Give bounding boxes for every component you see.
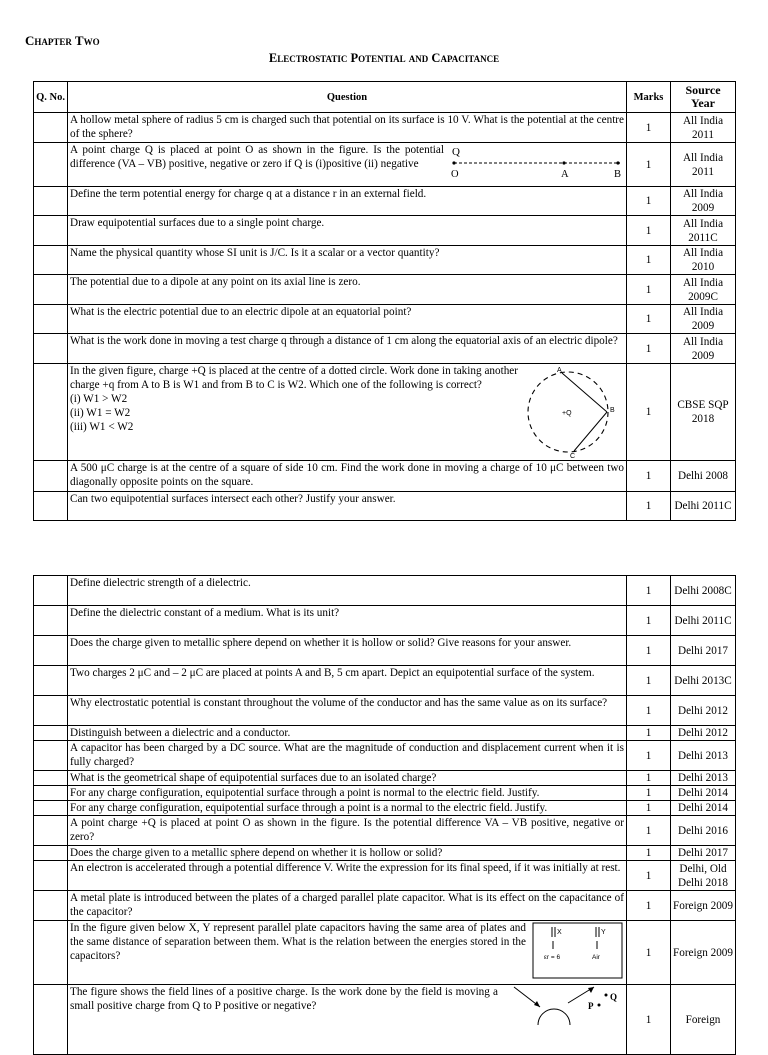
- table-row: [34, 726, 736, 741]
- table-row: [34, 985, 736, 1055]
- marks-cell: 1: [627, 305, 671, 334]
- question-text: Name the physical quantity whose SI unit is J/C. Is it a scalar or a vector quantity?: [68, 246, 627, 275]
- marks-cell: 1: [627, 246, 671, 275]
- figure-field-lines: [504, 985, 624, 1025]
- marks-cell: 1: [627, 187, 671, 216]
- option-iii: (iii) W1 < W2: [70, 421, 134, 433]
- source-cell: Delhi 2011C: [671, 492, 736, 521]
- source-cell: All India 2011C: [671, 216, 736, 246]
- source-cell: Delhi 2012: [671, 726, 736, 741]
- marks-cell: 1: [627, 606, 671, 636]
- table-row: [34, 576, 736, 606]
- figure-label: Y: [601, 929, 606, 936]
- figure-label: A: [557, 367, 562, 374]
- source-cell: Delhi, Old Delhi 2018: [671, 861, 736, 891]
- question-text: Define the term potential energy for charge q at a distance r in an external field.: [68, 187, 627, 216]
- question-text: Distinguish between a dielectric and a conductor.: [68, 726, 627, 741]
- marks-cell: 1: [627, 364, 671, 461]
- marks-cell: 1: [627, 891, 671, 921]
- table-row: [34, 275, 736, 305]
- source-cell: All India 2011: [671, 113, 736, 143]
- figure-label: Q: [610, 992, 618, 1002]
- source-cell: Delhi 2013: [671, 771, 736, 786]
- question-text: For any charge configuration, equipotential surface through a point is normal to the electric field. Justify.: [68, 786, 627, 801]
- table-row: [34, 846, 736, 861]
- source-cell: Foreign 2009: [671, 891, 736, 921]
- figure-label: X: [557, 929, 562, 936]
- source-cell: All India 2009: [671, 187, 736, 216]
- header-qno: Q. No.: [34, 82, 68, 113]
- figure-label: C: [570, 453, 576, 458]
- header-marks: Marks: [627, 82, 671, 113]
- marks-cell: 1: [627, 726, 671, 741]
- table-row: [34, 305, 736, 334]
- table-row: [34, 364, 736, 461]
- question-text: Why electrostatic potential is constant throughout the volume of the conductor and has the same value as on its surface?: [68, 696, 627, 726]
- question-text: Does the charge given to metallic sphere depend on whether it is hollow or solid? Give reasons for your answer.: [68, 636, 627, 666]
- source-cell: Delhi 2014: [671, 801, 736, 816]
- table-row: [34, 861, 736, 891]
- header-source: Source Year: [671, 82, 736, 113]
- table-row: [34, 921, 736, 985]
- question-text: A 500 μC charge is at the centre of a square of side 10 cm. Find the work done in moving a charge of 10 μC between two diagonally opposite points on the square.: [68, 461, 627, 492]
- question-text: What is the electric potential due to an electric dipole at an equatorial point?: [68, 305, 627, 334]
- question-text: Two charges 2 μC and – 2 μC are placed at points A and B, 5 cm apart. Depict an equipotential surface of the system.: [68, 666, 627, 696]
- source-cell: Delhi 2013: [671, 741, 736, 771]
- marks-cell: 1: [627, 143, 671, 187]
- figure-point-charge-line: [450, 145, 624, 179]
- source-cell: Delhi 2016: [671, 816, 736, 846]
- question-text: In the figure given below X, Y represent parallel plate capacitors having the same area of plates and the same distance of separation between them. What is the relation between the energies stored in the capacitors?: [70, 922, 526, 962]
- source-cell: Delhi 2008: [671, 461, 736, 492]
- table-row: [34, 187, 736, 216]
- source-cell: Foreign 2009: [671, 921, 736, 985]
- source-cell: All India 2009C: [671, 275, 736, 305]
- table-row: [34, 741, 736, 771]
- marks-cell: 1: [627, 492, 671, 521]
- question-text: What is the geometrical shape of equipotential surfaces due to an isolated charge?: [68, 771, 627, 786]
- marks-cell: 1: [627, 786, 671, 801]
- question-table-2: [33, 575, 736, 1055]
- option-i: (i) W1 > W2: [70, 393, 128, 405]
- table-row: [34, 786, 736, 801]
- marks-cell: 1: [627, 741, 671, 771]
- table-row: [34, 801, 736, 816]
- figure-label: Air: [592, 954, 600, 961]
- marks-cell: 1: [627, 696, 671, 726]
- question-cell: [68, 985, 627, 1055]
- source-cell: Foreign: [671, 985, 736, 1055]
- table-row: [34, 816, 736, 846]
- table-row: [34, 891, 736, 921]
- source-cell: All India 2011: [671, 143, 736, 187]
- table-row: [34, 666, 736, 696]
- marks-cell: 1: [627, 771, 671, 786]
- marks-cell: 1: [627, 275, 671, 305]
- question-cell: [68, 921, 627, 985]
- source-cell: Delhi 2011C: [671, 606, 736, 636]
- marks-cell: 1: [627, 985, 671, 1055]
- source-cell: Delhi 2008C: [671, 576, 736, 606]
- table-row: [34, 216, 736, 246]
- question-text: What is the work done in moving a test charge q through a distance of 1 cm along the equatorial axis of an electric dipole?: [68, 334, 627, 364]
- question-text: A hollow metal sphere of radius 5 cm is charged such that potential on its surface is 10 V. What is the potential at the centre of the sphere?: [68, 113, 627, 143]
- table-row: [34, 606, 736, 636]
- table-row: [34, 771, 736, 786]
- figure-label: B: [614, 169, 622, 179]
- marks-cell: 1: [627, 816, 671, 846]
- chapter-heading: Chapter Two: [25, 33, 100, 48]
- marks-cell: 1: [627, 576, 671, 606]
- marks-cell: 1: [627, 801, 671, 816]
- question-text: A point charge Q is placed at point O as shown in the figure. Is the potential difference (VA – VB) positive, negative or zero if Q is (i)positive (ii) negative: [70, 144, 444, 170]
- table-row: [34, 492, 736, 521]
- question-text: In the given figure, charge +Q is placed at the centre of a dotted circle. Work done in taking another charge +q from A to B is W1 and from B to C is W2. Which one of the following is correct?: [70, 365, 518, 391]
- figure-label: +Q: [562, 410, 572, 417]
- marks-cell: 1: [627, 666, 671, 696]
- question-text: Define the dielectric constant of a medium. What is its unit?: [68, 606, 627, 636]
- marks-cell: 1: [627, 861, 671, 891]
- question-text: An electron is accelerated through a potential difference V. Write the expression for its final speed, if it was initially at rest.: [68, 861, 627, 891]
- source-cell: Delhi 2017: [671, 846, 736, 861]
- question-text: The figure shows the field lines of a positive charge. Is the work done by the field is moving a small positive charge from Q to P positive or negative?: [70, 986, 498, 1012]
- question-text: A capacitor has been charged by a DC source. What are the magnitude of conduction and displacement current when it is fully charged?: [68, 741, 627, 771]
- marks-cell: 1: [627, 216, 671, 246]
- question-text: Define dielectric strength of a dielectric.: [68, 576, 627, 606]
- question-cell: [68, 143, 627, 187]
- table-row: [34, 696, 736, 726]
- source-cell: Delhi 2012: [671, 696, 736, 726]
- marks-cell: 1: [627, 636, 671, 666]
- figure-label: εr = 6: [544, 954, 561, 961]
- question-text: Does the charge given to a metallic sphere depend on whether it is hollow or solid?: [68, 846, 627, 861]
- source-cell: CBSE SQP 2018: [671, 364, 736, 461]
- source-cell: All India 2010: [671, 246, 736, 275]
- question-text: Draw equipotential surfaces due to a single point charge.: [68, 216, 627, 246]
- figure-label: O: [451, 169, 459, 179]
- table-row: [34, 143, 736, 187]
- source-cell: All India 2009: [671, 305, 736, 334]
- source-cell: Delhi 2014: [671, 786, 736, 801]
- figure-label: P: [588, 1001, 594, 1011]
- figure-label: B: [610, 407, 615, 414]
- chapter-title: Electrostatic Potential and Capacitance: [268, 51, 500, 65]
- question-text: A metal plate is introduced between the plates of a charged parallel plate capacitor. What is its effect on the capacitance of the capacitor?: [68, 891, 627, 921]
- table-row: [34, 636, 736, 666]
- table-row: [34, 113, 736, 143]
- figure-dotted-circle: [524, 364, 620, 458]
- figure-label: Q: [452, 146, 460, 158]
- question-text: A point charge +Q is placed at point O as shown in the figure. Is the potential difference VA – VB positive, negative or zero?: [68, 816, 627, 846]
- figure-label: A: [561, 169, 569, 179]
- question-text: Can two equipotential surfaces intersect each other? Justify your answer.: [68, 492, 627, 521]
- source-cell: Delhi 2017: [671, 636, 736, 666]
- question-table-1: [33, 81, 736, 521]
- source-cell: Delhi 2013C: [671, 666, 736, 696]
- question-text: For any charge configuration, equipotential surface through a point is a normal to the electric field. Justify.: [68, 801, 627, 816]
- figure-capacitors: [532, 921, 624, 981]
- marks-cell: 1: [627, 846, 671, 861]
- marks-cell: 1: [627, 921, 671, 985]
- option-ii: (ii) W1 = W2: [70, 407, 131, 419]
- question-cell: [68, 364, 627, 461]
- header-question: Question: [68, 82, 627, 113]
- table-row: [34, 246, 736, 275]
- marks-cell: 1: [627, 113, 671, 143]
- marks-cell: 1: [627, 334, 671, 364]
- marks-cell: 1: [627, 461, 671, 492]
- table-row: [34, 334, 736, 364]
- source-cell: All India 2009: [671, 334, 736, 364]
- question-text: The potential due to a dipole at any point on its axial line is zero.: [68, 275, 627, 305]
- table-row: [34, 461, 736, 492]
